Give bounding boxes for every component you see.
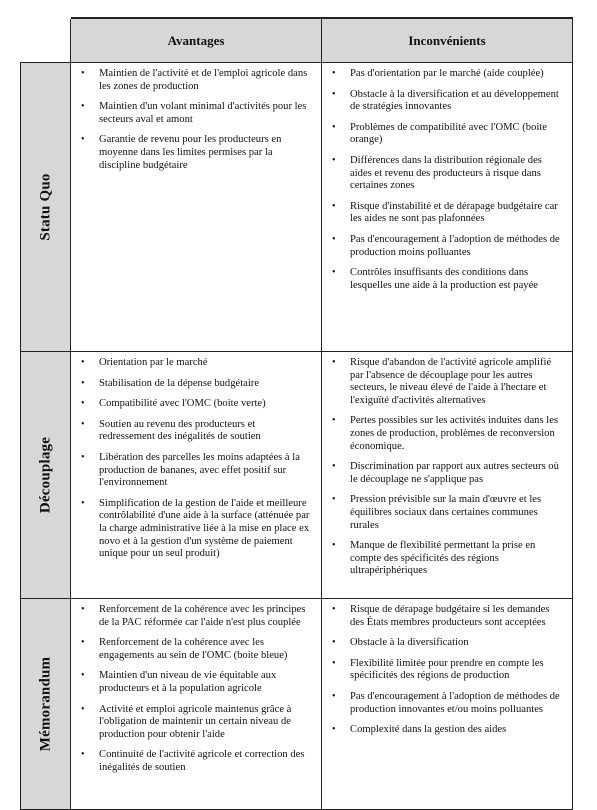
row-decouplage xyxy=(21,352,573,599)
list-item-text: Contrôles insuffisants des conditions dans lesquelles une aide à la production est payée xyxy=(350,267,538,291)
bullet-icon: • xyxy=(332,415,336,427)
bullet-icon: • xyxy=(81,670,85,682)
list-item xyxy=(332,540,564,578)
bullet-icon: • xyxy=(81,703,85,715)
bullet-icon: • xyxy=(81,451,85,463)
bullet-icon: • xyxy=(332,68,336,79)
bullet-icon: • xyxy=(332,121,336,133)
header-avantages: Avantages xyxy=(71,18,322,63)
inconvenients-cell xyxy=(322,63,573,352)
row-statu-quo xyxy=(21,63,573,352)
header-inconvenients: Inconvénients xyxy=(322,18,573,63)
avantages-list xyxy=(71,63,321,178)
row-label-cell xyxy=(21,599,71,810)
inconvenients-cell xyxy=(322,352,573,599)
avantages-cell xyxy=(71,352,322,599)
list-item xyxy=(81,378,313,391)
list-item xyxy=(81,704,313,742)
list-item-text: Maintien d'un niveau de vie équitable aux producteurs et à la population agricole xyxy=(99,670,277,694)
bullet-icon: • xyxy=(332,494,336,506)
list-item xyxy=(332,122,564,147)
list-item-text: Pression prévisible sur la main d'œuvre et les équilibres sociaux dans certaines communes rurales xyxy=(350,494,542,531)
list-item xyxy=(332,604,564,629)
bullet-icon: • xyxy=(81,604,85,615)
list-item xyxy=(81,637,313,662)
list-item-text: Discrimination par rapport aux autres secteurs où le découplage ne s'applique pas xyxy=(350,461,559,485)
bullet-icon: • xyxy=(332,88,336,100)
list-item-text: Orientation par le marché xyxy=(99,357,208,368)
inconvenients-list xyxy=(322,599,572,743)
list-item xyxy=(81,101,313,126)
list-item-text: Renforcement de la cohérence avec les principes de la PAC réformée car l'aide n'est plus couplée xyxy=(99,604,306,628)
comparison-table xyxy=(20,17,573,810)
list-item xyxy=(332,461,564,486)
bullet-icon: • xyxy=(332,690,336,702)
avantages-cell xyxy=(71,599,322,810)
list-item xyxy=(332,155,564,193)
list-item-text: Obstacle à la diversification et au développement de stratégies innovantes xyxy=(350,88,559,113)
list-item xyxy=(332,724,564,737)
list-item xyxy=(332,234,564,259)
row-label-cell xyxy=(21,352,71,599)
row-label: Mémorandum xyxy=(37,656,53,752)
bullet-icon: • xyxy=(332,154,336,166)
list-item-text: Continuité de l'activité agricole et correction des inégalités de soutien xyxy=(99,749,305,773)
list-item-text: Renforcement de la cohérence avec les engagements au sein de l'OMC (boite bleue) xyxy=(99,637,288,661)
bullet-icon: • xyxy=(332,233,336,245)
bullet-icon: • xyxy=(81,377,85,389)
header-row xyxy=(21,18,573,63)
list-item xyxy=(81,498,313,561)
list-item-text: Différences dans la distribution régionale des aides et revenu des producteurs à risque dans certaines zones xyxy=(350,154,542,192)
bullet-icon: • xyxy=(81,749,85,761)
list-item-text: Libération des parcelles les moins adaptées à la production de bananes, avec effet positif sur l'environnement xyxy=(99,451,300,489)
bullet-icon: • xyxy=(81,497,85,509)
bullet-icon: • xyxy=(332,637,336,649)
list-item-text: Pas d'encouragement à l'adoption de méthodes de production innovantes et/ou moins polluantes xyxy=(350,690,560,715)
list-item-text: Pas d'encouragement à l'adoption de méthodes de production moins polluantes xyxy=(350,233,560,258)
list-item xyxy=(81,452,313,490)
list-item xyxy=(332,68,564,81)
bullet-icon: • xyxy=(81,68,85,79)
bullet-icon: • xyxy=(332,461,336,473)
avantages-list xyxy=(71,599,321,781)
bullet-icon: • xyxy=(81,398,85,410)
inconvenients-list xyxy=(322,63,572,298)
row-label: Découplage xyxy=(37,436,53,514)
list-item-text: Risque d'instabilité et de dérapage budgétaire car les aides ne sont pas plafonnées xyxy=(350,200,558,225)
list-item-text: Pas d'orientation par le marché (aide couplée) xyxy=(350,68,544,79)
list-item xyxy=(81,604,313,629)
list-item xyxy=(81,749,313,774)
list-item-text: Complexité dans la gestion des aides xyxy=(350,724,507,736)
row-label: Statu Quo xyxy=(37,173,53,241)
bullet-icon: • xyxy=(332,657,336,669)
list-item xyxy=(81,134,313,172)
bullet-icon: • xyxy=(81,637,85,649)
inconvenients-cell xyxy=(322,599,573,810)
row-label-cell xyxy=(21,63,71,352)
list-item xyxy=(332,415,564,453)
list-item xyxy=(332,637,564,650)
bullet-icon: • xyxy=(81,101,85,113)
list-item-text: Maintien de l'activité et de l'emploi agricole dans les zones de production xyxy=(99,68,308,92)
list-item xyxy=(332,89,564,114)
list-item-text: Maintien d'un volant minimal d'activités pour les secteurs aval et amont xyxy=(99,101,307,125)
avantages-list xyxy=(71,352,321,567)
list-item-text: Problèmes de compatibilité avec l'OMC (boite orange) xyxy=(350,121,547,146)
row-memorandum xyxy=(21,599,573,810)
list-item-text: Soutien au revenu des producteurs et redressement des inégalités de soutien xyxy=(99,418,261,443)
list-item-text: Manque de flexibilité permettant la prise en compte des spécificités des régions ultrapériphériques xyxy=(350,540,536,577)
bullet-icon: • xyxy=(332,724,336,736)
inconvenients-list xyxy=(322,352,572,584)
bullet-icon: • xyxy=(332,357,336,368)
list-item-text: Compatibilité avec l'OMC (boite verte) xyxy=(99,398,266,410)
header-corner xyxy=(21,18,71,63)
list-item xyxy=(81,68,313,93)
list-item-text: Activité et emploi agricole maintenus grâce à l'obligation de maintenir un certain niveau de production pour obtenir l'aide xyxy=(99,703,292,740)
list-item xyxy=(332,691,564,716)
list-item-text: Risque d'abandon de l'activité agricole amplifié par l'absence de découplage pour les autres secteurs, le niveau élevé de l'aide à l'hectare et l'exiguïté d'activités alternatives xyxy=(350,357,552,406)
list-item-text: Risque de dérapage budgétaire si les demandes des États membres producteurs sont acceptées xyxy=(350,604,550,628)
list-item xyxy=(332,357,564,407)
bullet-icon: • xyxy=(332,267,336,279)
list-item xyxy=(81,419,313,444)
list-item xyxy=(332,201,564,226)
bullet-icon: • xyxy=(81,418,85,430)
list-item xyxy=(332,494,564,532)
bullet-icon: • xyxy=(81,134,85,146)
list-item-text: Garantie de revenu pour les producteurs en moyenne dans les limites permises par la discipline budgétaire xyxy=(99,134,282,171)
list-item xyxy=(81,398,313,411)
list-item-text: Stabilisation de la dépense budgétaire xyxy=(99,377,260,389)
bullet-icon: • xyxy=(332,200,336,212)
list-item-text: Simplification de la gestion de l'aide et meilleure contrôlabilité d'une aide à la surface (atténuée par la charge administrative liée à la mise en place ex novo et à la gestion d'un système de paiement unique pour un seul produit) xyxy=(99,497,310,560)
bullet-icon: • xyxy=(332,540,336,552)
list-item xyxy=(81,357,313,370)
bullet-icon: • xyxy=(81,357,85,368)
list-item xyxy=(332,267,564,292)
avantages-cell xyxy=(71,63,322,352)
list-item xyxy=(81,670,313,695)
list-item-text: Obstacle à la diversification xyxy=(350,637,469,649)
list-item xyxy=(332,658,564,683)
list-item-text: Flexibilité limitée pour prendre en compte les spécificités des régions de production xyxy=(350,657,544,682)
bullet-icon: • xyxy=(332,604,336,615)
list-item-text: Pertes possibles sur les activités induites dans les zones de production, problèmes de reconversion économique. xyxy=(350,415,559,452)
